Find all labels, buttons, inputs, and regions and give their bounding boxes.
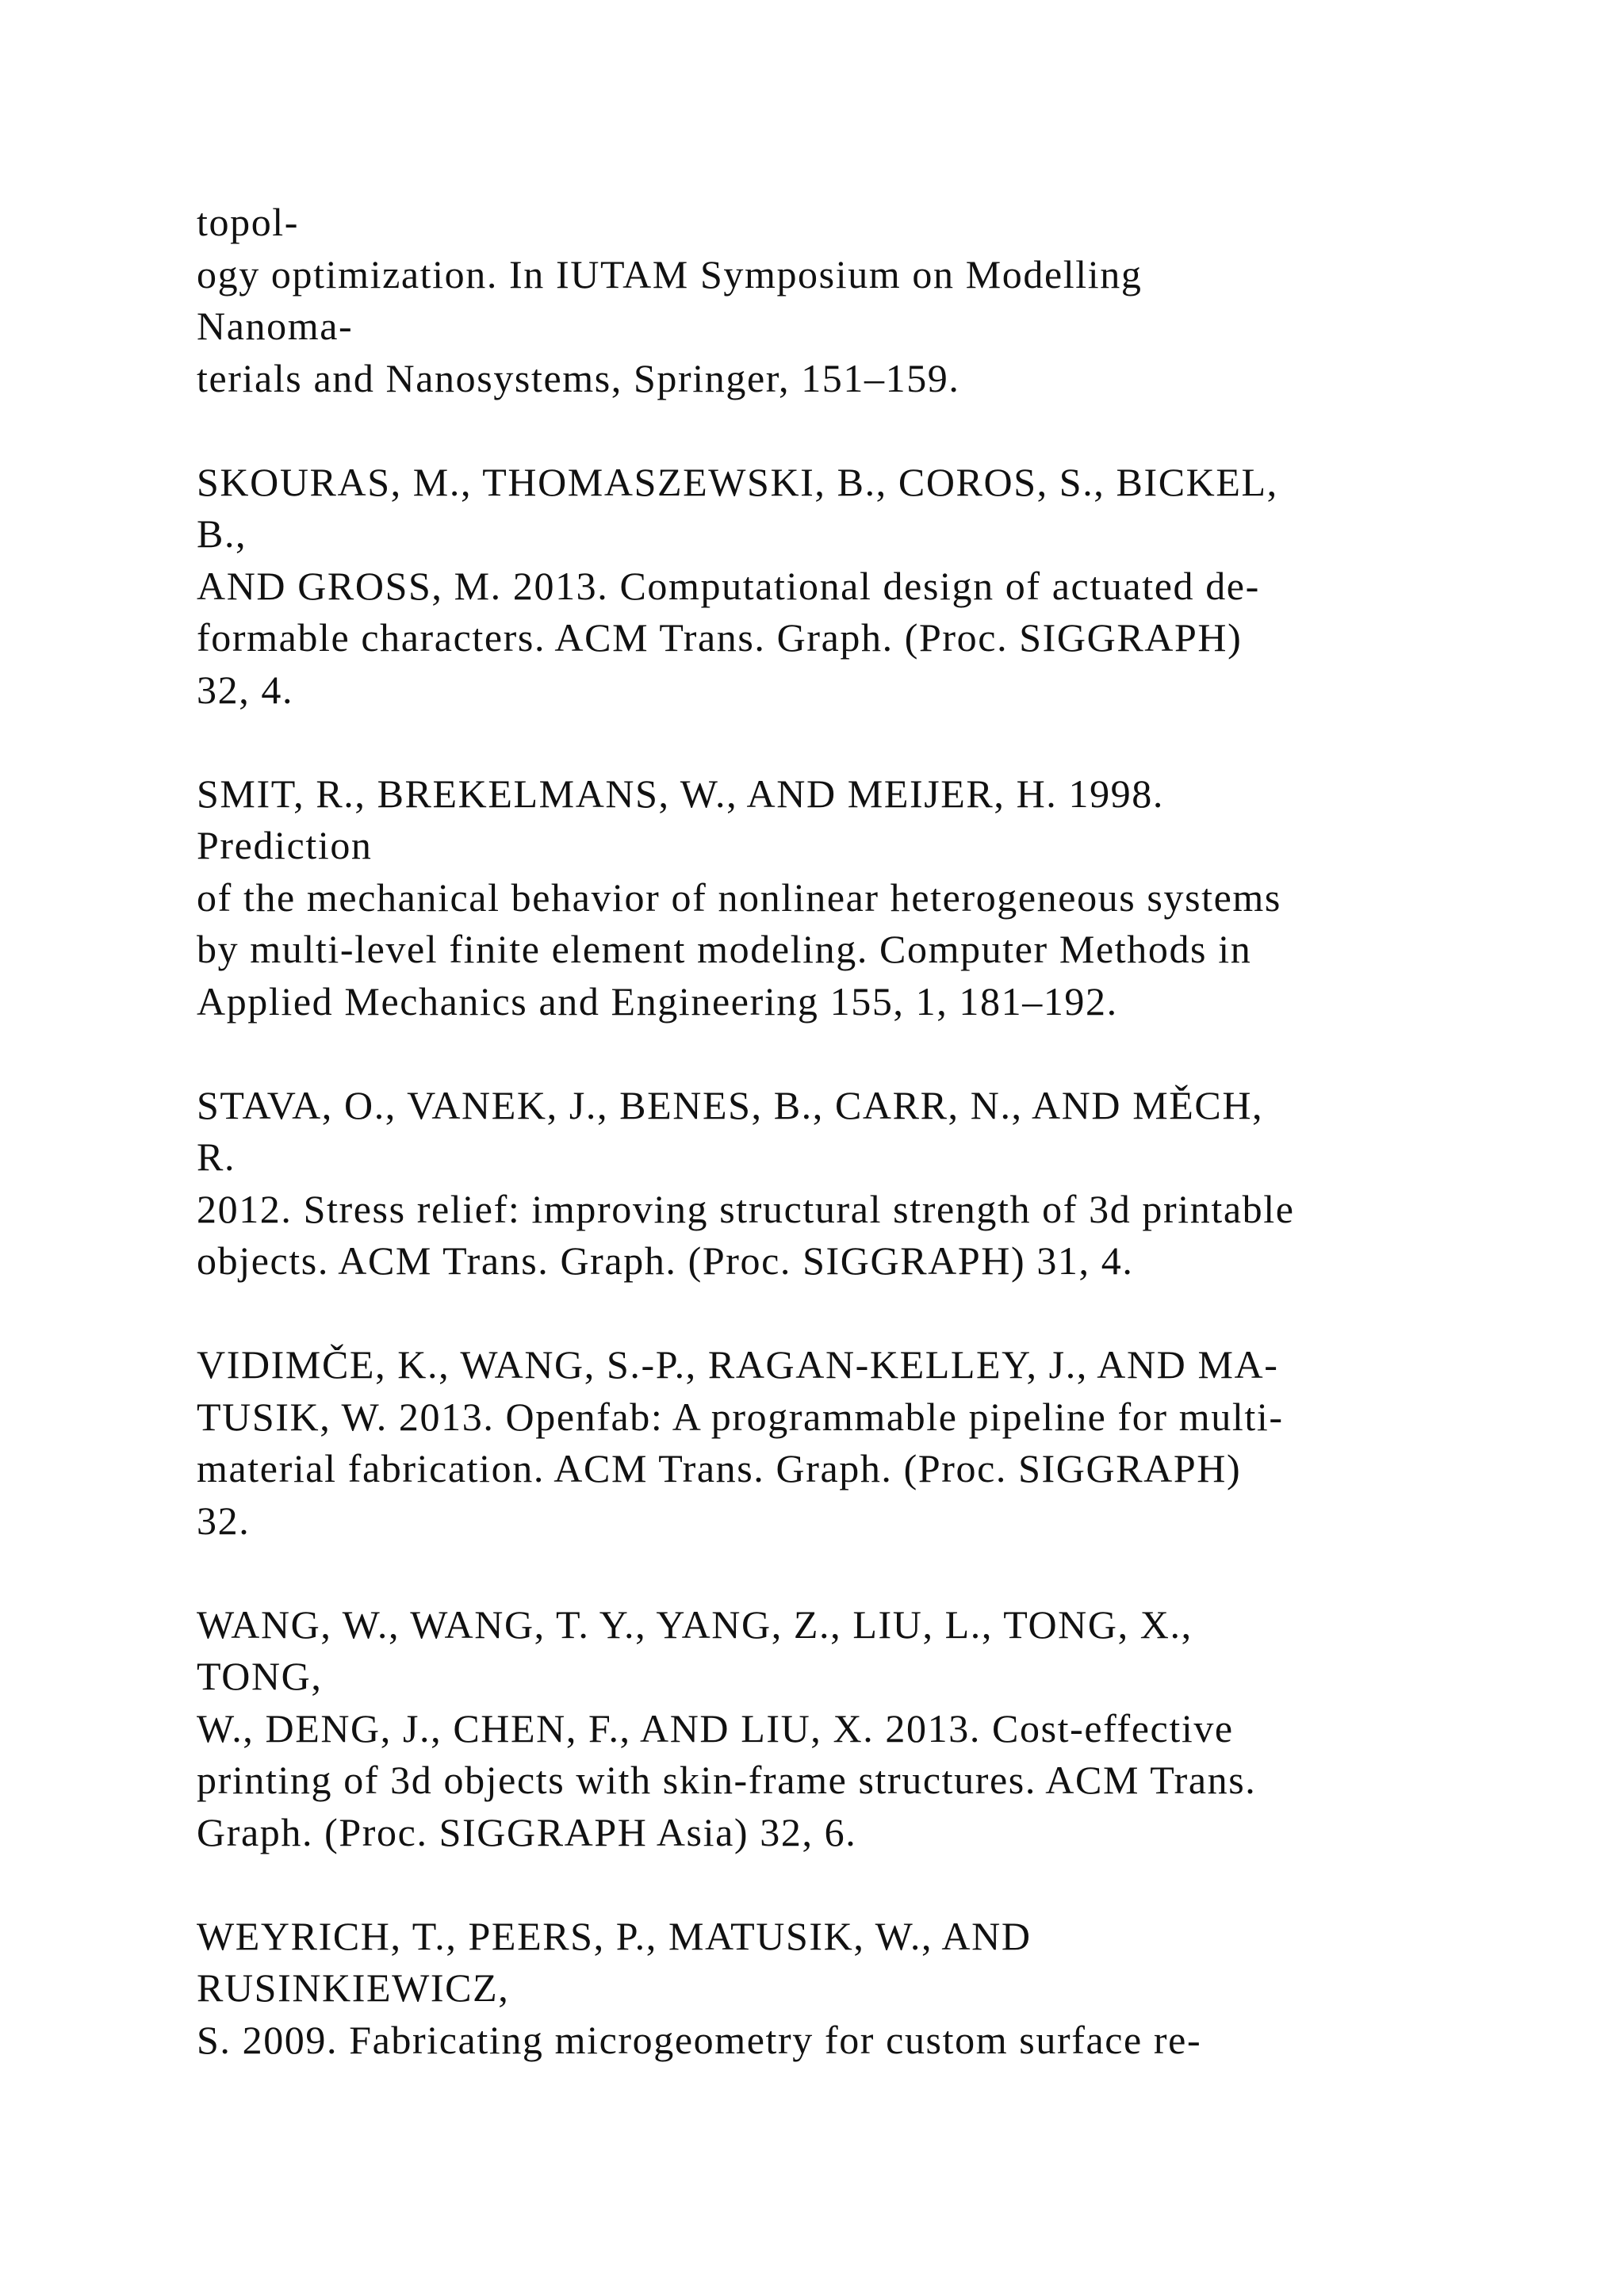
reference-line: Nanoma- xyxy=(197,304,354,348)
reference-line: WANG, W., WANG, T. Y., YANG, Z., LIU, L., TONG, X., xyxy=(197,1601,1193,1647)
reference-entry xyxy=(197,1911,1497,2067)
reference-line: TUSIK, W. 2013. Openfab: A programmable pipeline for multi- xyxy=(197,1394,1284,1439)
reference-entry xyxy=(197,1339,1497,1547)
reference-line: SMIT, R., BREKELMANS, W., AND MEIJER, H. 1998. xyxy=(197,771,1164,816)
reference-line: of the mechanical behavior of nonlinear heterogeneous systems xyxy=(197,874,1281,920)
reference-line: RUSINKIEWICZ, xyxy=(197,1965,510,2010)
reference-entry xyxy=(197,197,1497,404)
reference-line: 32. xyxy=(197,1498,251,1543)
reference-line: objects. ACM Trans. Graph. (Proc. SIGGRAPH) 31, 4. xyxy=(197,1238,1134,1283)
reference-line: printing of 3d objects with skin-frame structures. ACM Trans. xyxy=(197,1758,1257,1802)
reference-line: R. xyxy=(197,1135,236,1179)
reference-line: B., xyxy=(197,511,247,556)
reference-line: formable characters. ACM Trans. Graph. (Proc. SIGGRAPH) xyxy=(197,615,1243,660)
reference-line: Prediction xyxy=(197,823,373,867)
reference-line: STAVA, O., VANEK, J., BENES, B., CARR, N., AND MĚCH, xyxy=(197,1082,1264,1127)
reference-line: ogy optimization. In IUTAM Symposium on Modelling xyxy=(197,251,1143,297)
reference-entry xyxy=(197,1599,1497,1859)
reference-line: Graph. (Proc. SIGGRAPH Asia) 32, 6. xyxy=(197,1809,857,1854)
reference-line: by multi-level finite element modeling. Computer Methods in xyxy=(197,927,1252,971)
reference-line: terials and Nanosystems, Springer, 151–159. xyxy=(197,355,960,400)
reference-line: WEYRICH, T., PEERS, P., MATUSIK, W., AND xyxy=(197,1913,1032,1958)
reference-line: SKOURAS, M., THOMASZEWSKI, B., COROS, S., BICKEL, xyxy=(197,459,1278,504)
reference-entry xyxy=(197,1080,1497,1288)
reference-line: VIDIMČE, K., WANG, S.-P., RAGAN-KELLEY, J., AND MA- xyxy=(197,1342,1279,1387)
reference-line: S. 2009. Fabricating microgeometry for custom surface re- xyxy=(197,2017,1202,2062)
reference-line: W., DENG, J., CHEN, F., AND LIU, X. 2013. Cost-effective xyxy=(197,1705,1234,1751)
reference-line: 32, 4. xyxy=(197,667,294,712)
reference-entry xyxy=(197,457,1497,717)
reference-line: TONG, xyxy=(197,1654,323,1698)
reference-line: 2012. Stress relief: improving structural strength of 3d printable xyxy=(197,1186,1295,1231)
reference-line: topol- xyxy=(197,200,300,244)
reference-entry xyxy=(197,768,1497,1028)
reference-line: material fabrication. ACM Trans. Graph. (Proc. SIGGRAPH) xyxy=(197,1446,1242,1490)
reference-list xyxy=(197,197,1497,2066)
reference-line: AND GROSS, M. 2013. Computational design of actuated de- xyxy=(197,563,1260,608)
reference-line: Applied Mechanics and Engineering 155, 1, 181–192. xyxy=(197,978,1118,1024)
